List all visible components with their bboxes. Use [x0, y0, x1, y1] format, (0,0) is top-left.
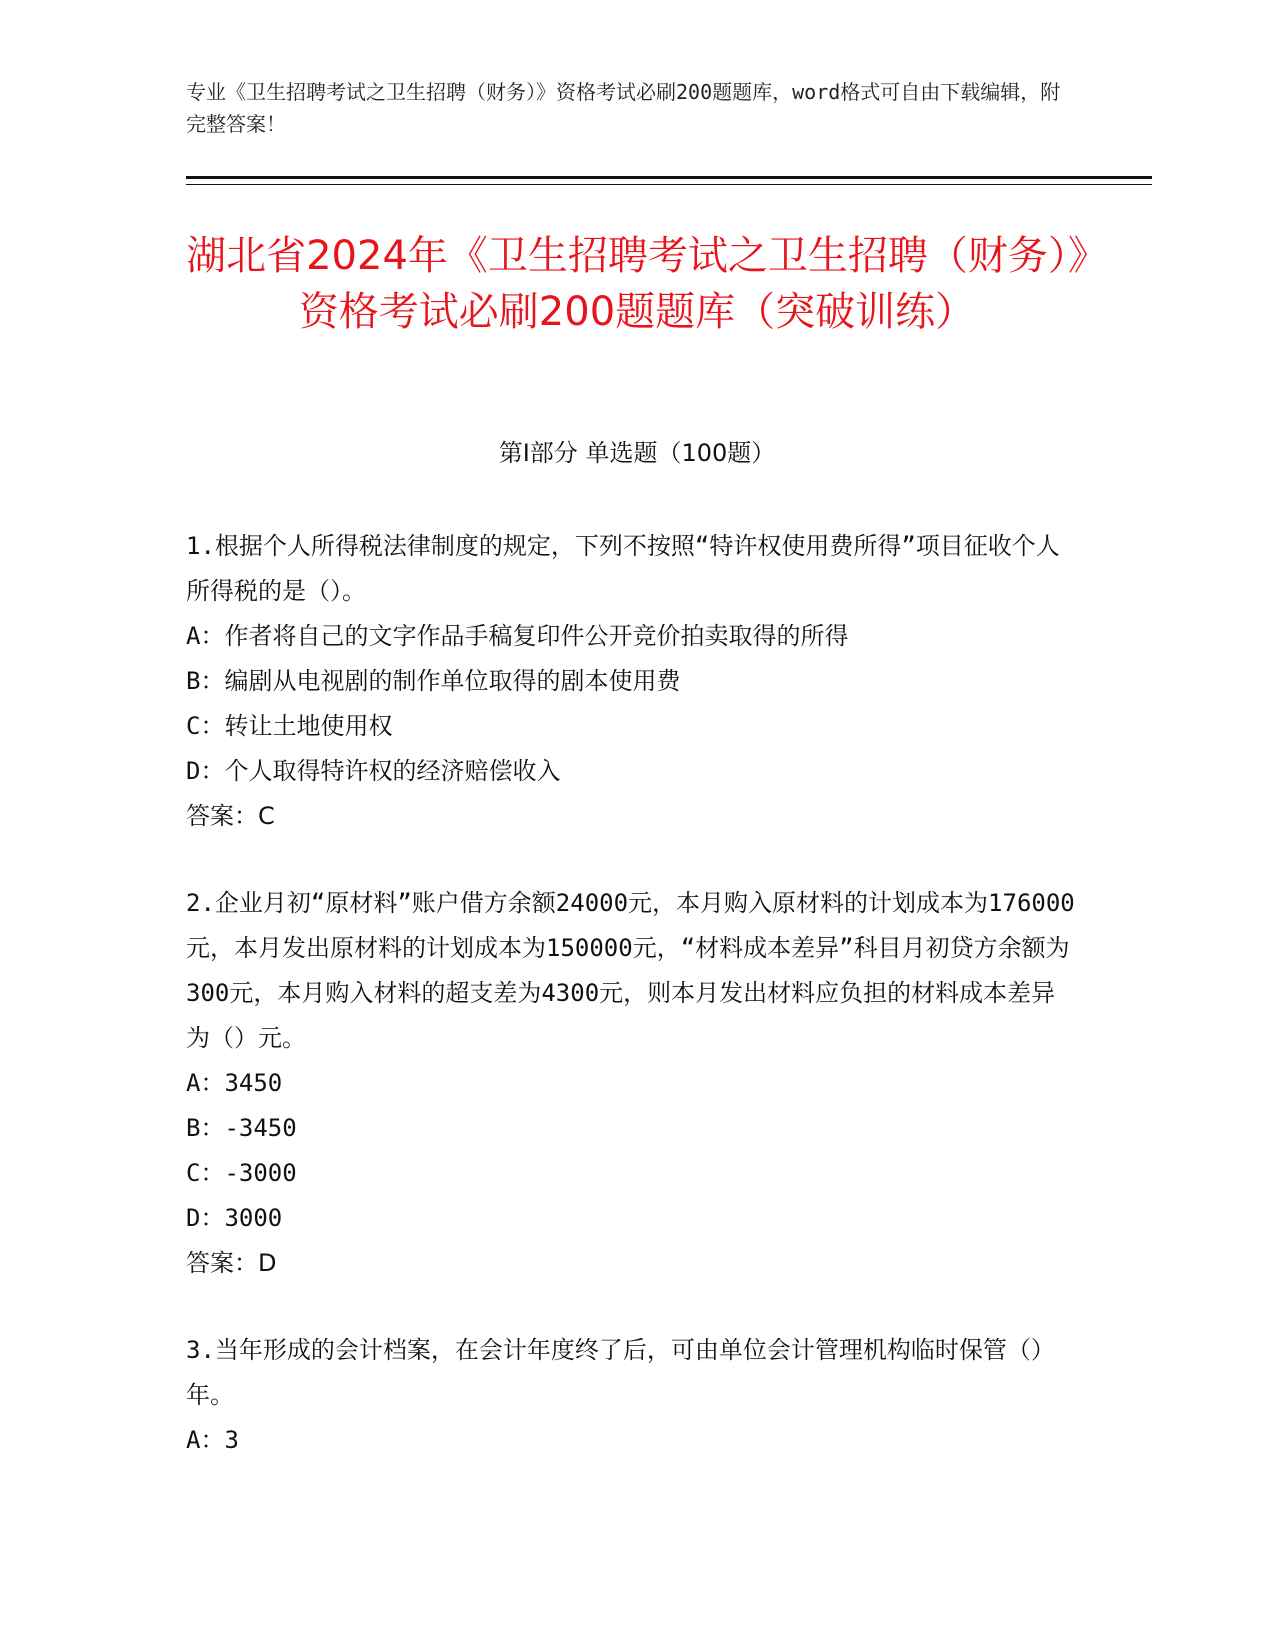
option-a: A：3 — [186, 1426, 239, 1454]
header-note: 专业《卫生招聘考试之卫生招聘（财务）》资格考试必刷200题题库，word格式可自由下载编辑，附完整答案！ — [186, 80, 1061, 136]
option-d: D：个人取得特许权的经济赔偿收入 — [186, 757, 561, 785]
question-3 — [186, 1328, 1076, 1463]
section-title: 第Ⅰ部分 单选题（100题） — [498, 439, 776, 467]
question-1 — [186, 524, 1076, 839]
option-a: A：3450 — [186, 1069, 283, 1097]
option-a: A：作者将自己的文字作品手稿复印件公开竞价拍卖取得的所得 — [186, 622, 849, 650]
option-b: B：-3450 — [186, 1114, 297, 1142]
answer-line: 答案：C — [186, 802, 275, 830]
option-b: B：编剧从电视剧的制作单位取得的剧本使用费 — [186, 667, 681, 695]
question-stem: 2.企业月初“原材料”账户借方余额24000元，本月购入原材料的计划成本为176000元，本月发出原材料的计划成本为150000元，“材料成本差异”科目月初贷方余额为300元，本月购入材料的超支差为4300元，则本月发出材料应负担的材料成本差异为（）元。 — [186, 889, 1075, 1052]
question-stem: 1.根据个人所得税法律制度的规定，下列不按照“特许权使用费所得”项目征收个人所得税的是（）。 — [186, 532, 1060, 605]
header-divider-thick — [186, 176, 1152, 179]
question-list — [186, 524, 1076, 1505]
answer-line: 答案：D — [186, 1249, 277, 1277]
document-title: 湖北省2024年《卫生招聘考试之卫生招聘（财务）》资格考试必刷200题题库（突破训练） — [186, 233, 1088, 335]
option-d: D：3000 — [186, 1204, 283, 1232]
question-stem: 3.当年形成的会计档案，在会计年度终了后，可由单位会计管理机构临时保管（）年。 — [186, 1336, 1055, 1409]
question-2 — [186, 881, 1076, 1286]
option-c: C：-3000 — [186, 1159, 297, 1187]
option-c: C：转让土地使用权 — [186, 712, 393, 740]
header-divider-thin — [186, 184, 1152, 185]
